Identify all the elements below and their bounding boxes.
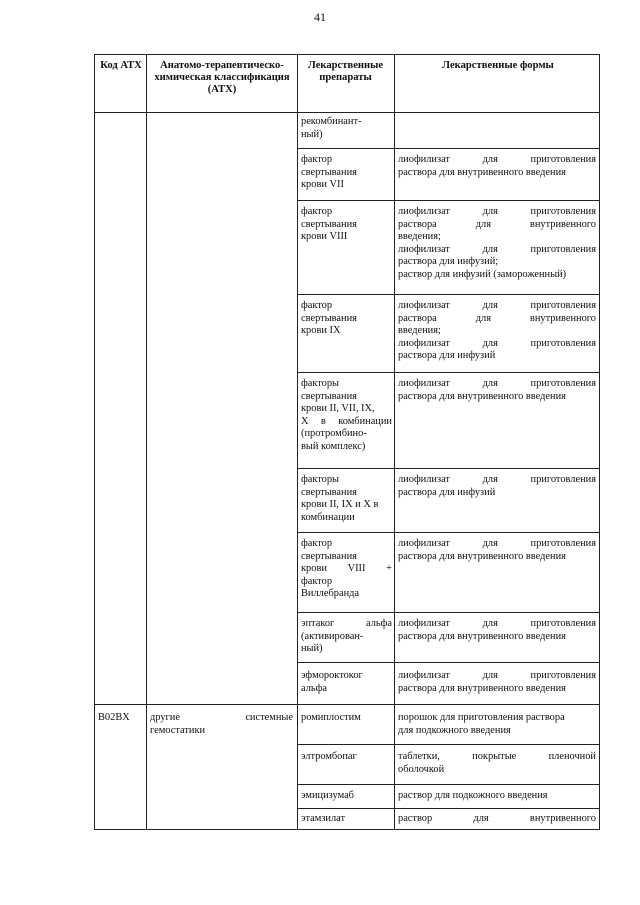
forms-cell: лиофилизат для приготовления раствора для инфузий — [398, 474, 596, 498]
atc-code: B02BX — [98, 712, 130, 723]
row-divider — [297, 808, 600, 809]
column-divider — [394, 54, 395, 830]
forms-cell: порошок для приготовления раствора для подкожного введения — [398, 712, 565, 736]
row-divider — [297, 662, 600, 663]
forms-cell: лиофилизат для приготовления раствора для внутривенного введения — [398, 154, 596, 178]
column-divider — [146, 54, 147, 830]
forms-cell: лиофилизат для приготовления раствора для внутривенного введения; лиофилизат для приготовления раствора для инфузий; раствор для инфузий (замороженный) — [398, 206, 596, 280]
drug-cell: фактор свертывания крови VIII — [301, 206, 357, 243]
forms-cell: лиофилизат для приготовления раствора для внутривенного введения — [398, 538, 596, 562]
row-divider — [94, 704, 600, 705]
forms-cell: лиофилизат для приготовления раствора для внутривенного введения — [398, 618, 596, 642]
page-number: 41 — [314, 10, 326, 24]
drug-cell: фактор свертывания крови IX — [301, 300, 357, 337]
header-classification: Анатомо-терапевтическо-химическая классификация (АТХ) — [154, 60, 290, 95]
header-drugs: Лекарственные препараты — [307, 60, 384, 83]
drug-cell: рекомбинант- ный) — [301, 116, 362, 140]
row-divider — [297, 612, 600, 613]
drug-cell: факторы свертывания крови II, IX и X в комбинации — [301, 474, 379, 523]
row-divider — [297, 532, 600, 533]
classification-cell: другие системные гемостатики — [150, 712, 293, 736]
row-divider — [297, 744, 600, 745]
row-divider — [297, 200, 600, 201]
forms-cell: таблетки, покрытые пленочной оболочкой — [398, 751, 596, 775]
row-divider — [297, 294, 600, 295]
drug-cell: эмицизумаб — [301, 790, 354, 801]
row-divider — [297, 372, 600, 373]
header-code: Код АТХ — [100, 60, 142, 71]
drug-cell: эфмороктоког альфа — [301, 670, 363, 694]
header-divider — [94, 112, 600, 113]
drug-cell: фактор свертывания крови VII — [301, 154, 357, 191]
forms-cell: раствор для подкожного введения — [398, 790, 548, 801]
row-divider — [297, 148, 600, 149]
forms-cell: лиофилизат для приготовления раствора для внутривенного введения; лиофилизат для приготовления раствора для инфузий — [398, 300, 596, 362]
forms-cell: лиофилизат для приготовления раствора для внутривенного введения — [398, 670, 596, 694]
drug-cell: эптаког альфа (активирован- ный) — [301, 618, 392, 655]
drug-cell: фактор свертывания крови VIII + фактор Виллебранда — [301, 538, 392, 600]
header-forms: Лекарственные формы — [442, 60, 554, 71]
forms-cell: раствор для внутривенного — [398, 813, 596, 824]
row-divider — [297, 468, 600, 469]
row-divider — [297, 784, 600, 785]
column-divider — [297, 54, 298, 830]
drug-cell: этамзилат — [301, 813, 346, 824]
drug-cell: факторы свертывания крови II, VII, IX, X в комбинации (протромбино- вый комплекс) — [301, 378, 392, 452]
forms-cell: лиофилизат для приготовления раствора для внутривенного введения — [398, 378, 596, 402]
drug-cell: ромиплостим — [301, 712, 361, 723]
drug-cell: элтромбопаг — [301, 751, 357, 762]
